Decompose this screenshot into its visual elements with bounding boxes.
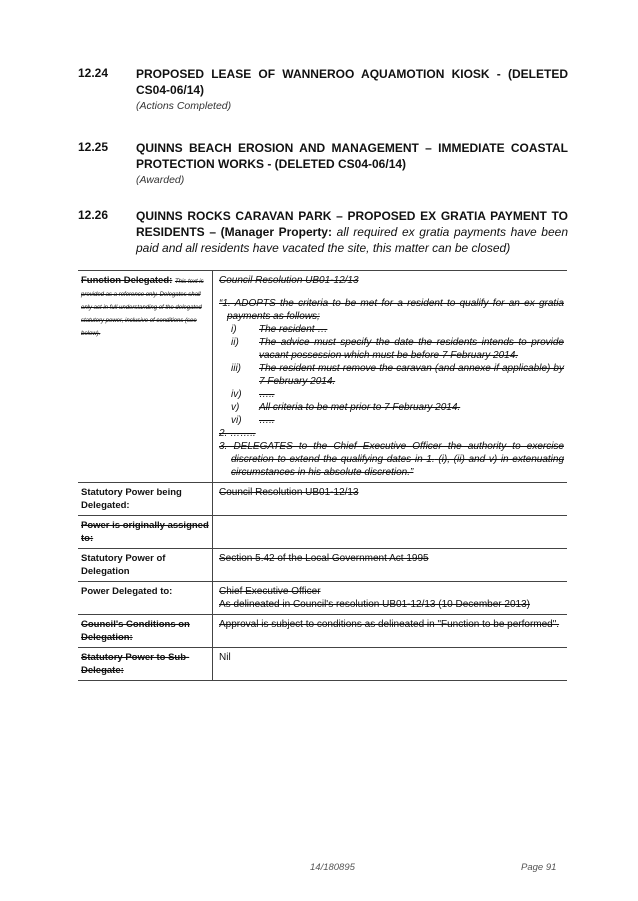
row-label: Council's Conditions on Delegation:	[78, 615, 213, 648]
function-row	[78, 271, 567, 483]
row-value: Council Resolution UB01-12/13	[213, 483, 568, 516]
row-value: Section 5.42 of the Local Government Act 1995	[213, 549, 568, 582]
row-value	[213, 516, 568, 549]
row-label: Statutory Power of Delegation	[78, 549, 213, 582]
item-number: 12.25	[78, 140, 109, 154]
row-value: Chief Executive Officer As delineated in Council's resolution UB01-12/13 (10 December 2013)	[213, 582, 568, 615]
function-note: This text is provided as a reference only. Delegates shall only act in full understanding of the delegated statutory power, inclusive of conditions (see below).	[81, 279, 204, 337]
sub-item: ii) The advice must specify the date the residents intends to provide vacant possession which must be before 7 February 2014.	[231, 337, 564, 361]
row-label: Statutory Power to Sub-Delegate:	[78, 648, 213, 681]
item-title-tail: all required ex gratia payments have been paid and all residents have vacated the site, this matter can be closed)	[136, 225, 568, 255]
document-reference: 14/180895	[310, 862, 355, 873]
row-label: Statutory Power being Delegated:	[78, 483, 213, 516]
item-number: 12.24	[78, 66, 109, 80]
sub-item: iv) …..	[231, 389, 275, 400]
table-row	[78, 648, 567, 681]
agenda-item-12-25	[78, 140, 568, 186]
item-status: (Awarded)	[136, 174, 185, 186]
function-label-cell	[78, 271, 213, 483]
agenda-item-12-26	[78, 208, 568, 256]
table-row	[78, 582, 567, 615]
resolution-title: Council Resolution UB01-12/13	[219, 275, 359, 286]
sub-item: iii) The resident must remove the caravan (and annexe if applicable) by 7 February 2014.	[231, 363, 564, 387]
row-label: Power Delegated to:	[78, 582, 213, 615]
clause-2: 2. ……..	[219, 428, 256, 439]
table-row	[78, 483, 567, 516]
item-status: (Actions Completed)	[136, 100, 232, 112]
table-row	[78, 516, 567, 549]
delegation-table	[78, 270, 567, 681]
table-row	[78, 549, 567, 582]
sub-item: v) All criteria to be met prior to 7 February 2014.	[231, 402, 461, 413]
item-title: PROPOSED LEASE OF WANNEROO AQUAMOTION KIOSK - (DELETED CS04-06/14)	[136, 67, 568, 97]
item-title: QUINNS ROCKS CARAVAN PARK – PROPOSED EX GRATIA PAYMENT TO RESIDENTS – (Manager Property: all required ex gratia payments have been paid and all residents have vacated the site, this matter can be closed)	[136, 209, 568, 255]
clause-1: “1. ADOPTS the criteria to be met for a resident to qualify for an ex gratia payments as follows;	[219, 298, 564, 322]
clause-1-subitems	[231, 323, 564, 427]
row-value: Approval is subject to conditions as delineated in "Function to be performed".	[213, 615, 568, 648]
sub-item: vi) …..	[231, 415, 275, 426]
table-row	[78, 615, 567, 648]
clause-3: 3. DELEGATES to the Chief Executive Officer the authority to exercise discretion to extend the qualifying dates in 1. (i), (ii) and v) in extenuating circumstances in his absolute discretion.”	[219, 441, 565, 478]
function-label: Function Delegated:	[81, 275, 173, 286]
row-value: Nil	[213, 648, 568, 681]
item-title: QUINNS BEACH EROSION AND MANAGEMENT – IMMEDIATE COASTAL PROTECTION WORKS - (DELETED CS04-06/14)	[136, 141, 568, 171]
sub-item: i) The resident …	[231, 324, 328, 335]
agenda-item-12-24	[78, 66, 568, 112]
row-label: Power is originally assigned to:	[78, 516, 213, 549]
item-number: 12.26	[78, 208, 109, 222]
function-text-cell	[213, 271, 568, 483]
page-number: Page 91	[521, 862, 557, 873]
